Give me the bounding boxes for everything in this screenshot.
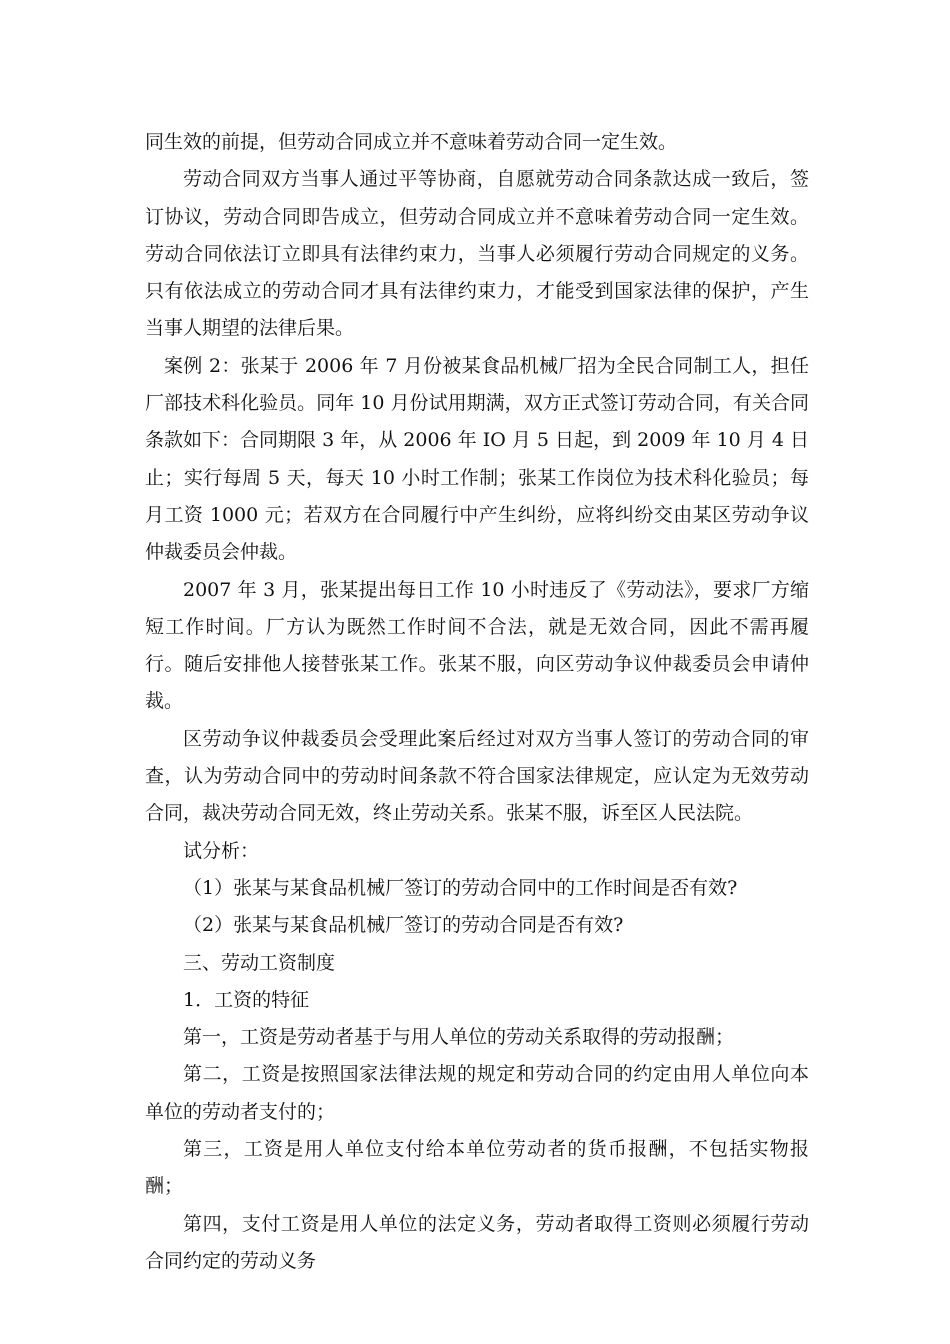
paragraph-question-1: （1）张某与某食品机械厂签订的劳动合同中的工作时间是否有效? <box>183 876 738 899</box>
paragraph-contract-formation: 劳动合同双方当事人通过平等协商，自愿就劳动合同条款达成一致后，签订协议，劳动合同即告成立，但劳动合同成立并不意味着劳动合同一定生效。劳动合同依法订立即具有法律约束力，当事人必须履行劳动合同规定的义务。只有依法成立的劳动合同才具有法律约束力，才能受到国家法律的保护，产生当事人期望的法律后果。 <box>145 168 809 340</box>
paragraph-feature-2: 第二，工资是按照国家法律法规的规定和劳动合同的约定由用人单位向本单位的劳动者支付的； <box>145 1063 809 1123</box>
paragraph-continuation: 同生效的前提，但劳动合同成立并不意味着劳动合同一定生效。 <box>145 131 678 153</box>
paragraph-feature-1: 第一，工资是劳动者基于与用人单位的劳动关系取得的劳动报酬； <box>183 1026 735 1049</box>
paragraph-2007-dispute: 2007 年 3 月，张某提出每日工作 10 小时违反了《劳动法》，要求厂方缩短工作时间。厂方认为既然工作时间不合法，就是无效合同，因此不需再履行。随后安排他人接替张某工作。张某不服，向区劳动争议仲裁委员会申请仲裁。 <box>145 578 809 713</box>
body-text <box>145 124 809 1280</box>
paragraph-feature-3: 第三，工资是用人单位支付给本单位劳动者的货币报酬，不包括实物报酬； <box>145 1138 809 1198</box>
paragraph-feature-4: 第四，支付工资是用人单位的法定义务，劳动者取得工资则必须履行劳动合同约定的劳动义务 <box>145 1212 809 1272</box>
paragraph-arbitration: 区劳动争议仲裁委员会受理此案后经过对双方当事人签订的劳动合同的审查，认为劳动合同中的劳动时间条款不符合国家法律规定，应认定为无效劳动合同，裁决劳动合同无效，终止劳动关系。张某不服，诉至区人民法院。 <box>145 727 809 825</box>
paragraph-analysis-heading: 试分析： <box>183 839 260 862</box>
paragraph-question-2: （2）张某与某食品机械厂签订的劳动合同是否有效? <box>183 914 624 937</box>
section-heading-wage-system: 三、劳动工资制度 <box>183 951 336 974</box>
paragraph-case-2: 案例 2：张某于 2006 年 7 月份被某食品机械厂招为全民合同制工人，担任厂部技术科化验员。同年 10 月份试用期满，双方正式签订劳动合同，有关合同条款如下：合同期限 3 年，从 2006 年 IO 月 5 日起，到 2009 年 10 月 4 日止；实行每周 5 天，每天 10 小时工作制；张某工作岗位为技术科化验员；每月工资 1000 元；若双方在合同履行中产生纠纷，应将纠纷交由某区劳动争议仲裁委员会仲裁。 <box>145 354 809 564</box>
subsection-heading-wage-features: 1．工资的特征 <box>183 988 310 1011</box>
